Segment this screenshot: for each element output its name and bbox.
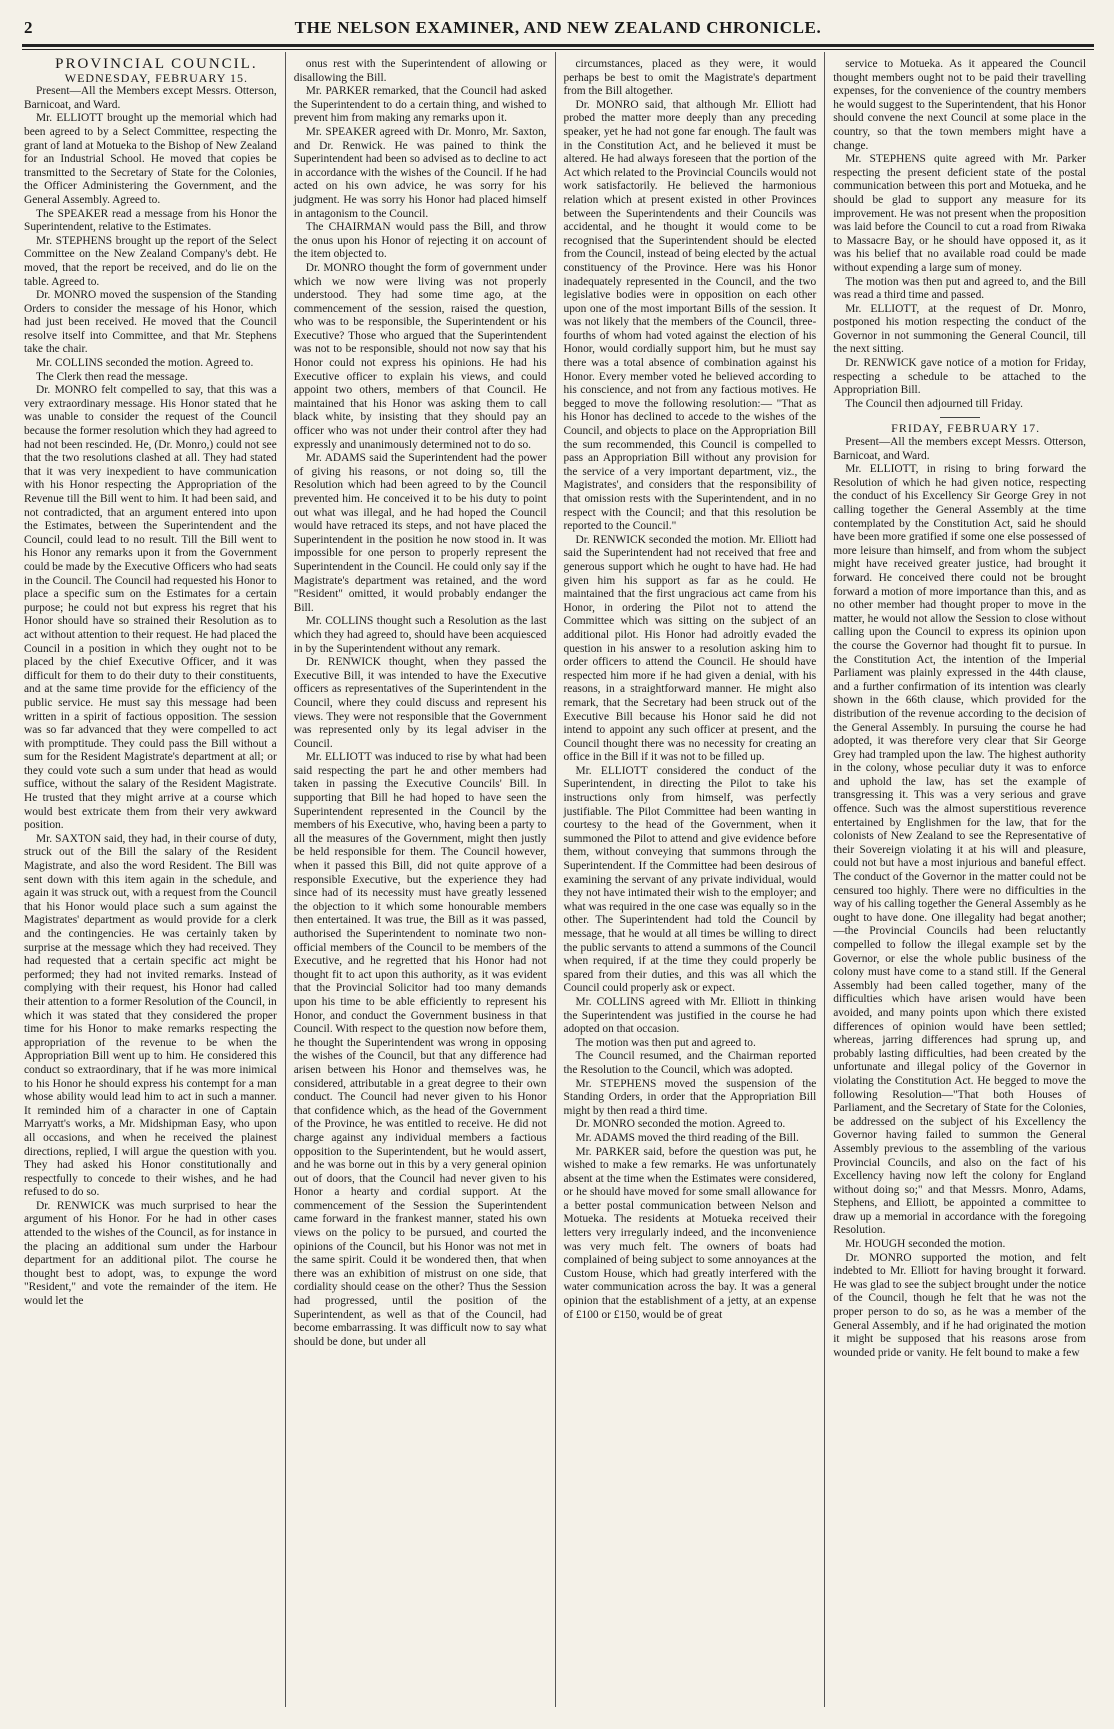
paragraph: The CHAIRMAN would pass the Bill, and throw the onus upon his Honor of rejecting it on account of the item objected to. <box>293 221 547 261</box>
column-3 <box>555 52 825 1707</box>
paragraph: The motion was then put and agreed to, and the Bill was read a third time and passed. <box>833 275 1086 302</box>
paragraph: Mr. SPEAKER agreed with Dr. Monro, Mr. Saxton, and Dr. Renwick. He was pained to think the Superintendent had been so advised as to decline to act in accordance with the wishes of the Council. If he had acted on his own advice, he was sorry for his judgment. He was sorry his Honor had placed himself in antagonism to the Council. <box>293 125 547 220</box>
column-2 <box>285 52 555 1707</box>
paragraph: Dr. MONRO thought the form of government under which we now were living was not properly understood. They had some time ago, at the commencement of the session, raised the question, who was to be responsible, the Superintendent or his Executive? Those who argued that the Superintendent was not to be responsible, should not now say that his Honor could not express his opinions. He had his Executive officer to explain his views, and could appoint two others, members of that Council. He maintained that his Honor was asking them to call black white, by insisting that they should pay an officer who was not under their control after they had expressly and unanimously determined not to do so. <box>293 261 547 451</box>
paragraph: Mr. ELLIOTT brought up the memorial which had been agreed to by a Select Committee, respecting the grant of land at Motueka to the Bishop of New Zealand for an Industrial School. He moved that copies be transmitted to the Secretary of State for the Colonies, the Officer Administering the Government, and the General Assembly. Agreed to. <box>24 112 277 206</box>
paragraph: Mr. STEPHENS brought up the report of the Select Committee on the New Zealand Company's debt. He moved, that the report be received, and do lie on the table. Agreed to. <box>24 234 277 288</box>
paragraph: Mr. ELLIOTT, at the request of Dr. Monro, postponed his motion respecting the conduct of the Governor in not summoning the General Council, till the next sitting. <box>833 302 1086 356</box>
section-title: PROVINCIAL COUNCIL. <box>55 56 258 72</box>
paragraph: Dr. RENWICK gave notice of a motion for Friday, respecting a schedule to be attached to the Appropriation Bill. <box>833 357 1086 397</box>
masthead-rule <box>22 44 1094 47</box>
column-1-body <box>24 85 277 1308</box>
column-4 <box>824 52 1094 1707</box>
page-number: 2 <box>24 18 33 37</box>
masthead <box>22 14 1094 40</box>
paragraph: The SPEAKER read a message from his Honor the Superintendent, relative to the Estimates. <box>24 207 277 234</box>
paragraph: Mr. COLLINS agreed with Mr. Elliott in thinking the Superintendent was justified in the course he had adopted on that occasion. <box>563 995 817 1036</box>
column-4-body-bottom <box>833 436 1086 1360</box>
paragraph: Dr. MONRO supported the motion, and felt indebted to Mr. Elliott for having brought it forward. He was glad to see the subject brought under the notice of the Council, though he felt that he was not the proper person to do so, as he was a member of the General Assembly, and if he had originated the motion it might be supposed that his reasons arose from wounded pride or vanity. He felt bound to make a few <box>833 1251 1086 1359</box>
paragraph: service to Motueka. As it appeared the Council thought members ought not to be paid their travelling expenses, for the convenience of the country members he would suggest to the Superintendent, that his Honor should convene the next Council at some place in the country, so that the town members might have a change. <box>833 58 1086 152</box>
column-3-body <box>564 58 817 1322</box>
newspaper-title: THE NELSON EXAMINER, AND NEW ZEALAND CHRONICLE. <box>294 18 822 37</box>
paragraph: Mr. ELLIOTT, in rising to bring forward the Resolution of which he had given notice, respecting the conduct of his Excellency Sir George Grey in not calling together the General Assembly at the time contemplated by the Constitution Act, said he should have been more gratified if some one else possessed of more leisure than himself, and from whom the subject might have received greater justice, had brought it forward. He conceived there could not be brought forward a motion of more importance than this, and as no other member had thought proper to move in the matter, he would not allow the Session to close without calling upon the Council to express its opinion upon the course the Governor had thought fit to pursue. In the Constitution Act, the intention of the Imperial Parliament was plainly expressed in the 44th clause, and a further confirmation of its intention was clearly shown in the 66th clause, which provided for the distribution of the revenue according to the decision of the General Assembly. In pursuing the course he had adopted, it was therefore very clear that Sir George Grey had trampled upon the law. The highest authority in the colony, whose peculiar duty it was to enforce and uphold the law, has set the example of transgressing it. This was a very serious and grave offence. Such was the almost superstitious reverence entertained by Englishmen for the law, that for the colonists of New Zealand to see the Representative of their Sovereign violating it at his will and pleasure, could not but have a most injurious and baneful effect. The conduct of the Governor in the matter could not be censured too highly. There were no difficulties in the way of his calling together the General Assembly as he ought to have done. One illegality had begat another;—the Provincial Councils had been reluctantly compelled to follow the illegal example set by the Governor, or else the whole public business of the colony must have come to a stand still. If the General Assembly had been called together, many of the difficulties which have arisen would have been avoided, and many points upon which there existed differences of opinion would have been settled; whereas, jarring differences had sprung up, and probably lasting difficulties, had been created by the unfortunate and illegal policy of the Governor in violating the Constitution Act. He begged to move the following Resolution—"That both Houses of Parliament, and the Secretary of State for the Colonies, be addressed on the subject of his Excellency the Governor having failed to summon the General Assembly previous to the assembling of the various Provincial Councils, and also on the fact of his Excellency having now left the colony for England without doing so;" and that Messrs. Monro, Adams, Stephens, and Elliott, be appointed a committee to draw up a memorial in accordance with the foregoing Resolution. <box>833 463 1086 1237</box>
paragraph: Dr. MONRO felt compelled to say, that this was a very extraordinary message. His Honor stated that he was unable to consider the request of the Council because the former resolution which they had agreed to had not been rescinded. He, (Dr. Monro,) could not see that the two resolutions clashed at all. They had stated that it was very inexpedient to have communication with his Honor respecting the Appropriation of the Revenue till the Bill went to him. It had been said, and not contradicted, that an argument entered into upon the Estimates, between the Superintendent and the Council, could lead to no result. Till the Bill went to his Honor any remarks upon it from the Government could be made by the Executive Officers who had seats in the Council. The Council had requested his Honor to place a specific sum on the Estimates for a certain purpose; he could not but express his regret that his Honor should have so strained their Resolution as to act without attention to their request. He had placed the Council in a position in which they ought not to be placed by the chief Executive Officer, and it was difficult for them to do their duty to their constituents, and at the same time provide for the efficiency of the public service. He must say this message had been written in a spirit of factious opposition. The session was so far advanced that they were compelled to act with promptitude. They could pass the Bill without a sum for the Resident Magistrate's department at all; or they could vote such a sum under that head as would suffice, without the salary of the Resident Magistrate. He trusted that they might arrive at a course which would best extricate them from their very awkward position. <box>24 384 277 832</box>
dateline-wednesday: WEDNESDAY, FEBRUARY 15. <box>64 70 248 85</box>
column-1 <box>22 52 285 1707</box>
column-2-body <box>294 58 547 1349</box>
paragraph: Mr. COLLINS thought such a Resolution as the last which they had agreed to, should have been acquiesced in by the Superintendent without any remark. <box>293 615 547 655</box>
paragraph: Mr. PARKER remarked, that the Council had asked the Superintendent to do a certain thing, and wished to prevent him from making any remarks upon it. <box>293 85 547 125</box>
paragraph: Mr. STEPHENS quite agreed with Mr. Parker respecting the present deficient state of the postal communication between this port and Motueka, and he should be glad to support any measure for its improvement. He was not present when the proposition was laid before the Council to cut a road from Riwaka to Massacre Bay, or he should have opposed it, as it was his belief that no available road could be made without expending a large sum of money. <box>833 153 1086 274</box>
column-4-body-top <box>833 58 1086 411</box>
paragraph: The motion was then put and agreed to. <box>575 1036 756 1049</box>
paragraph: circumstances, placed as they were, it would perhaps be best to omit the Magistrate's department from the Bill altogether. <box>563 58 817 98</box>
paragraph: Mr. PARKER said, before the question was put, he wished to make a few remarks. He was unfortunately absent at the time when the Estimates were considered, or he should have moved for some small allowance for a better postal communication between Nelson and Motueka. The residents at Motueka received their letters very irregularly indeed, and the inconvenience was very much felt. The owners of boats had complained of being subject to some annoyances at the Custom House, which had greatly interfered with the water communication across the bay. It was a general opinion that the establishment of a jetty, at an expense of £100 or £150, would be of great <box>563 1145 817 1321</box>
paragraph: Mr. COLLINS seconded the motion. Agreed to. <box>36 357 254 370</box>
paragraph: Dr. MONRO moved the suspension of the Standing Orders to consider the message of his Honor, which had just been received. He moved that the Council resolve itself into Committee, and that Mr. Stephens take the chair. <box>24 289 277 356</box>
paragraph: Dr. RENWICK was much surprised to hear the argument of his Honor. For he had in other cases attended to the wishes of the Council, as for instance in the placing an additional sum under the Harbour department for an additional pilot. The course he thought best to adopt, was, to expunge the word "Resident," and vote the remainder of the item. He would let the <box>24 1199 277 1308</box>
paragraph: Present—All the members except Messrs. Otterson, Barnicoat, and Ward. <box>833 436 1086 462</box>
paragraph: Dr. RENWICK seconded the motion. Mr. Elliott had said the Superintendent had not received that free and generous support which he ought to have had. He had given him his support as far as he could. He maintained that the first ungracious act came from his Honor, in ordering the Pilot not to attend the Committee which was sitting on the subject of an additional pilot. His Honor had adroitly evaded the question in his answer to a resolution asking him to order officers to attend the Council. He should have respected him more if he had given a denial, with his reasons, in a straightforward manner. He might also remark, that the Secretary had been struck out of the Executive Bill because his Honor said he did not intend to appoint any such officer at present, and the Council thought there was no necessity for creating an office in the Bill if it was not to be filled up. <box>563 533 817 764</box>
paragraph: Dr. RENWICK thought, when they passed the Executive Bill, it was intended to have the Executive officers as representatives of the Superintendent in the Council, where they could discuss and represent his views. They were not responsible that the Government was represented only by its legal adviser in the Council. <box>293 656 547 750</box>
paragraph: Dr. MONRO said, that although Mr. Elliott had probed the matter more deeply than any preceding speaker, yet he had not gone far enough. The fault was in the Constitution Act, and he believed it must be altered. He had always foreseen that the portion of the Act which related to the Provincial Councils would not work satisfactorily. He believed the harmonious relation which at present existed in other Provinces between the Superintendents and their Councils was accidental, and he thought it would come to be recognised that the Superintendent should be elected from the Council, instead of being elected by the actual constituency of the Province. Here was his Honor inadequately represented in the Council, and the two legislative bodies were in opposition on each other upon one of the most important Bills of the session. It was not likely that the members of the Council, three-fourths of whom had voted against the election of his Honor, would cordially support him, but he must say there was a total absence of combination against his Honor. Every member voted he believed according to his conscience, and not from any factious motives. He begged to move the following resolution:— "That as his Honor has declined to accede to the wishes of the Council, and objects to place on the Appropriation Bill the sum recommended, this Council is compelled to pass an Appropriation Bill without any provision for the service of a very important department, viz., the Magistrates', and considers that the responsibility of that omission rests with the Superintendent, and in no respect with the Council; and that this resolution be reported to the Council." <box>563 98 817 533</box>
masthead-rule-thin <box>22 49 1094 50</box>
paragraph: The Council resumed, and the Chairman reported the Resolution to the Council, which was adopted. <box>563 1050 817 1076</box>
section-divider <box>940 417 980 418</box>
dateline-friday: FRIDAY, FEBRUARY 17. <box>891 421 1041 436</box>
paragraph: Dr. MONRO seconded the motion. Agreed to. <box>575 1118 786 1131</box>
paragraph: The Clerk then read the message. <box>36 370 188 383</box>
paragraph: Mr. ELLIOTT was induced to rise by what had been said respecting the part he and other members had taken in passing the Executive Councils' Bill. In supporting that Bill he had hoped to have seen the Superintendent represented in the Council by the members of his Executive, who, having been a party to all the measures of the Government, might then justly be held responsible for them. The Council however, when it passed this Bill, did not quite approve of a responsible Executive, but the experience they had since had of its necessity must have greatly lessened the objection to it which some honourable members then entertained. It was true, the Bill as it was passed, authorised the Superintendent to nominate two non-official members of the Council to be members of the Executive, and he regretted that his Honor had not thought fit to act upon this authority, as it was evident that the Provincial Solicitor had too many demands upon his time to be able efficiently to represent his Honor, and conduct the Government business in that Council. With respect to the question now before them, he thought the Superintendent was wrong in opposing the wishes of the Council, but that any difference had arisen between his Honor and themselves was, he considered, attributable in a great degree to their own conduct. The Council had never given to his Honor that confidence which, as the head of the Government of the Province, he was entitled to receive. He did not charge against any individual members a factious opposition to the Superintendent, but he would assert, and he was borne out in this by a very general opinion out of doors, that the Council had never given to his Honor a hearty and cordial support. At the commencement of the Session the Superintendent came forward in the frankest manner, stated his own views on the policy to be pursued, and courted the opinions of the Council, but his Honor was not met in the same spirit. Could it be wondered then, that when there was an exhibition of mistrust on one side, that cordiality should cease on the other? Thus the Session had progressed, until the position of the Superintendent, as well as that of the Council, had become embarrassing. It was difficult now to say what should be done, but under all <box>293 751 547 1348</box>
paragraph: Mr. ADAMS moved the third reading of the Bill. <box>575 1131 799 1144</box>
paragraph: onus rest with the Superintendent of allowing or disallowing the Bill. <box>293 58 547 84</box>
paragraph: Mr. STEPHENS moved the suspension of the Standing Orders, in order that the Appropriation Bill might by then read a third time. <box>563 1077 817 1117</box>
paragraph: Mr. SAXTON said, they had, in their course of duty, struck out of the Bill the salary of the Resident Magistrate, and also the word Resident. The Bill was sent down with this item again in the schedule, and again it was struck out, with a request from the Council that his Honor would place such a sum against the Magistrates' department as would provide for a clerk and the contingencies. He was certainly taken by surprise at the message which they had received. They had requested that a certain specific act might be performed; they had not invited remarks. Instead of complying with their request, his Honor had called their attention to a former Resolution of the Council, in which it was stated that they considered the proper time for his Honor to make remarks respecting the appropriation of the revenue to be when the Appropriation Bill went up to him. He considered this conduct so extraordinary, that if he was more inimical to his Honor he should express his contempt for a man whose ability would lead him to act in such a manner. It reminded him of a character in one of Captain Marryatt's works, a Mr. Midshipman Easy, who upon all occasions, and when he received the plainest directions, replied, I will argue the question with you. They had asked his Honor constitutionally and respectfully to concede to their wishes, and he had refused to do so. <box>24 832 277 1199</box>
paragraph: Mr. HOUGH seconded the motion. <box>845 1238 1006 1251</box>
paragraph: Present—All the Members except Messrs. Otterson, Barnicoat, and Ward. <box>24 85 277 111</box>
article-columns <box>22 52 1094 1707</box>
paragraph: Mr. ADAMS said the Superintendent had the power of giving his reasons, or not doing so, till the Resolution which had been agreed to by the Council prevented him. He conceived it to be his duty to point out what was illegal, and he had hoped the Council would have retraced its steps, and not have placed the Superintendent in the position he now stood in. It was impossible for one person to properly represent the Superintendent in the Council. He could only say if the Magistrate's department was retained, and the word "Resident" omitted, it would probably endanger the Bill. <box>293 452 547 614</box>
paragraph: The Council then adjourned till Friday. <box>845 397 1023 410</box>
paragraph: Mr. ELLIOTT considered the conduct of the Superintendent, in directing the Pilot to take his instructions only from himself, was perfectly justifiable. The Pilot Committee had been wanting in courtesy to the head of the Government, when it summoned the Pilot to attend and give evidence before them, without conveying that summons through the Superintendent. If the Committee had been desirous of examining the servant of any private individual, would they not have intimated their wish to the employer; and what was required in the one case was equally so in the other. The Superintendent had told the Council by message, that he would at all times be willing to direct the public servants to attend a summons of the Council when required, if at the time they could properly be spared from their duties, and this was all which the Council could properly ask or expect. <box>563 764 817 995</box>
